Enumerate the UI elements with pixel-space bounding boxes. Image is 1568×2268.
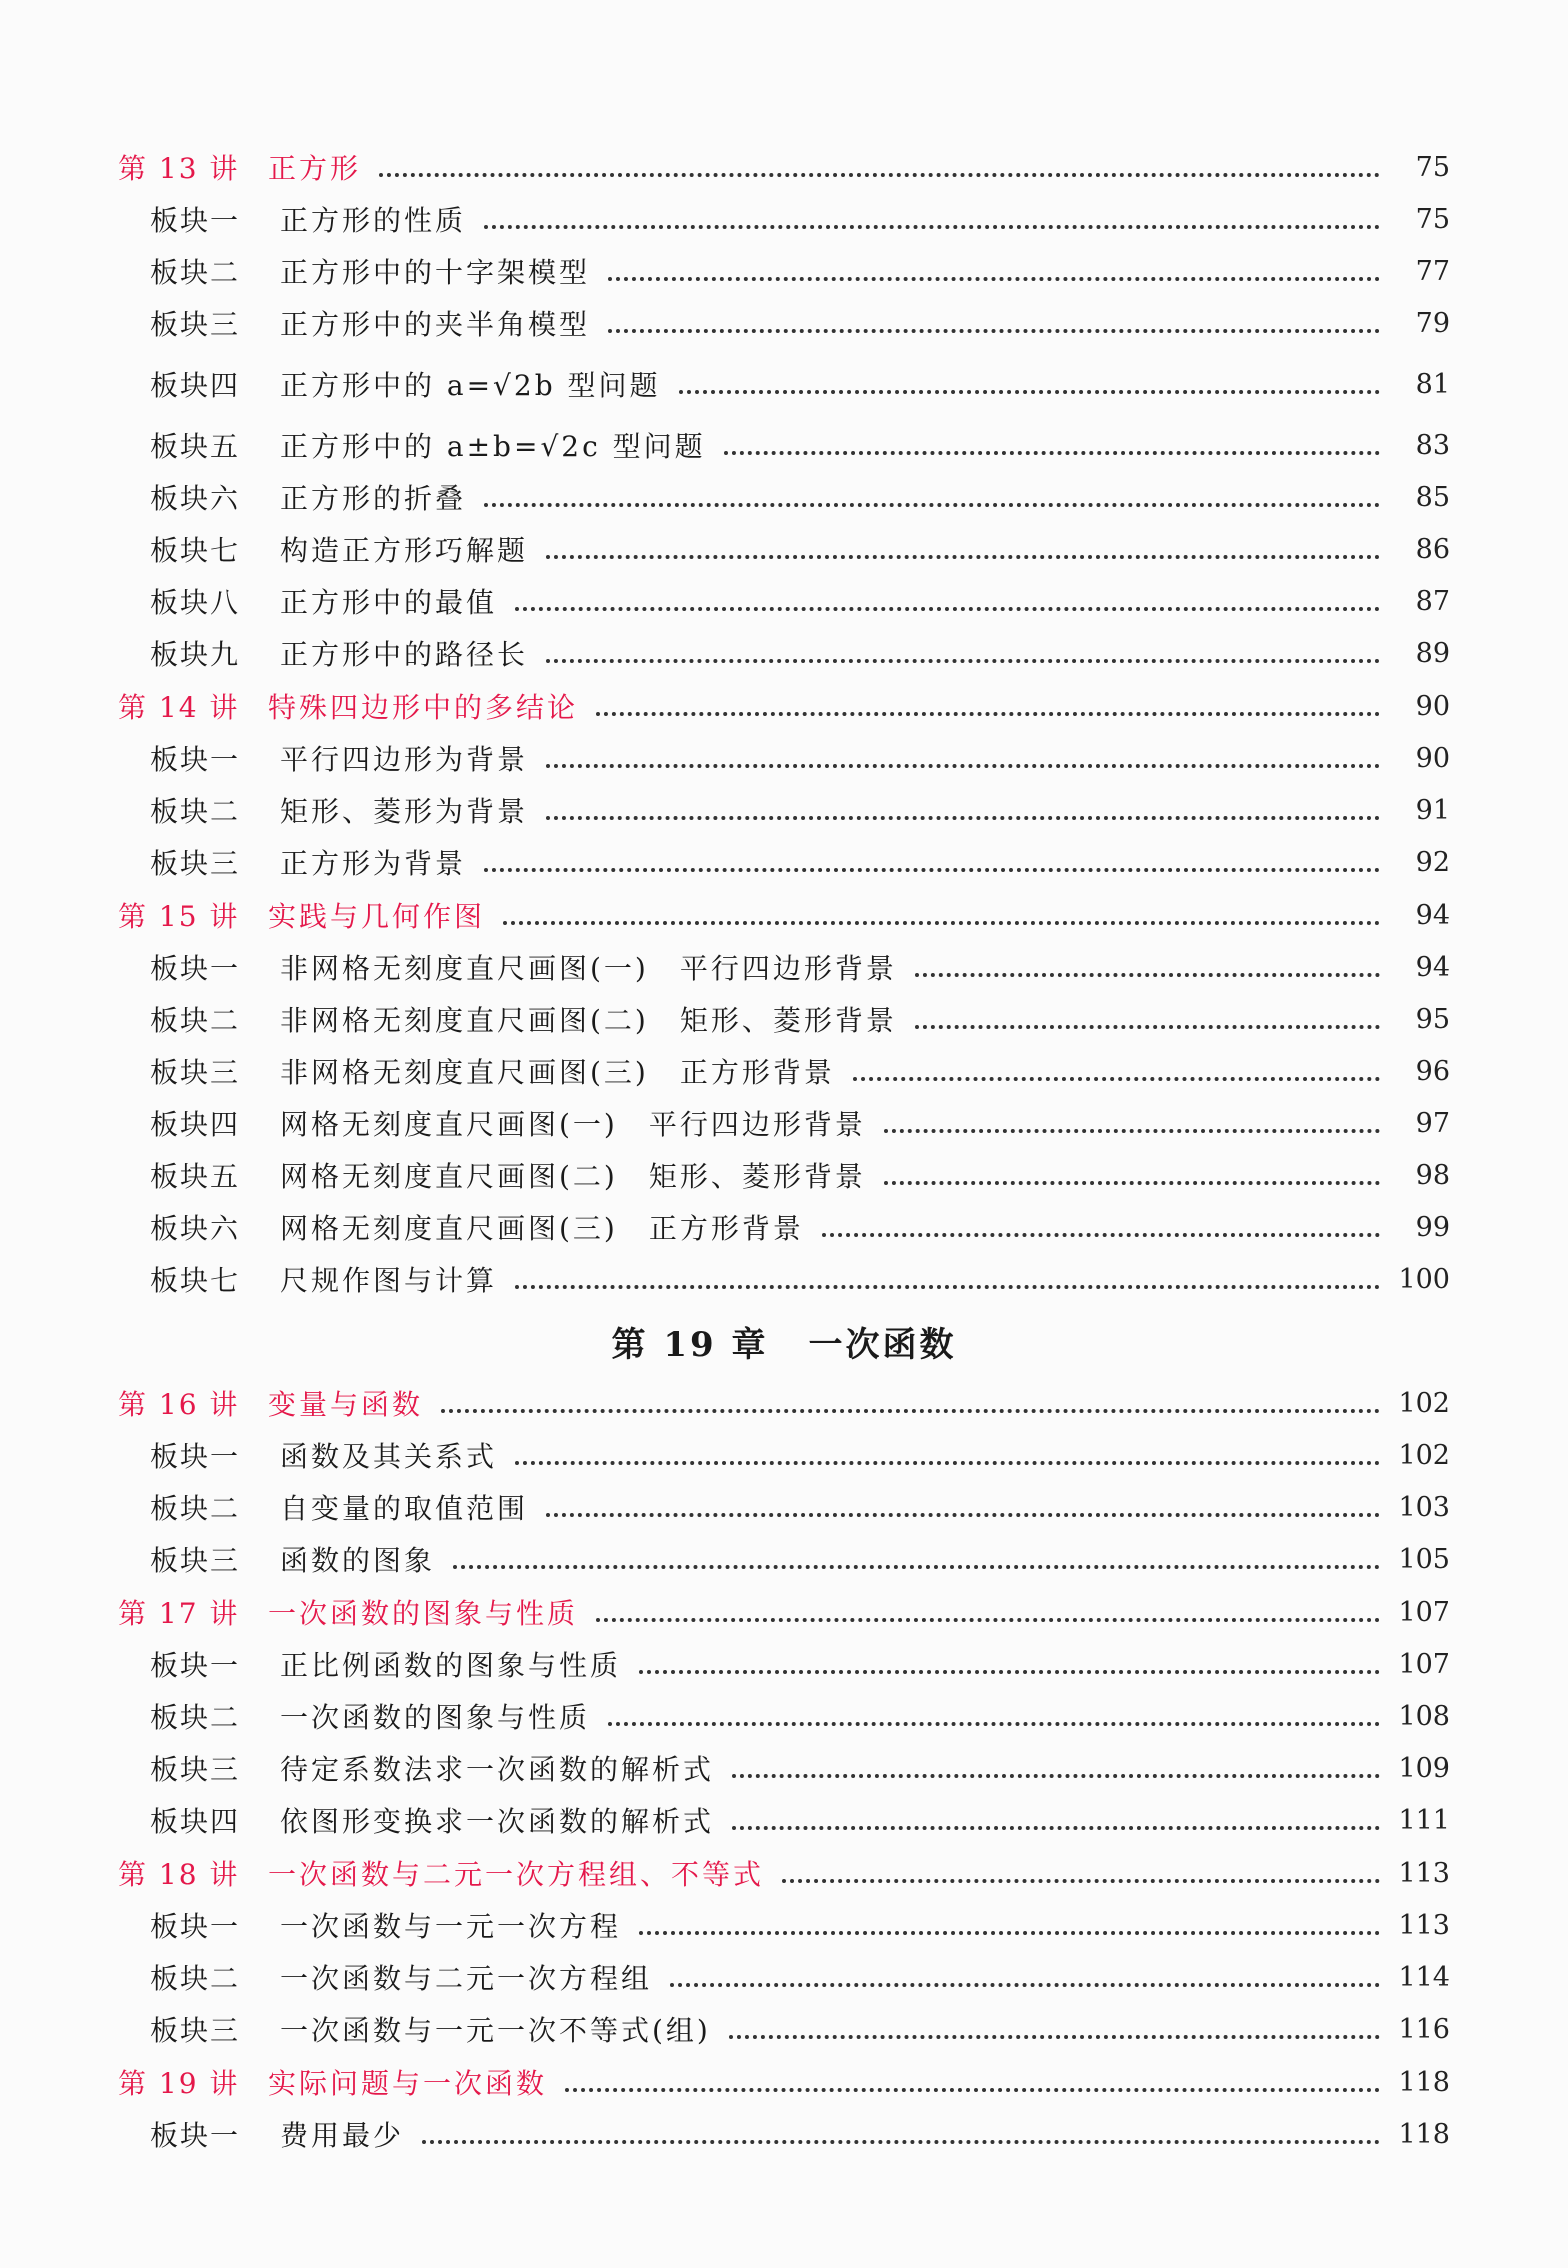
- entry-title: 正方形的性质: [280, 204, 467, 237]
- entry-label: 板块四: [150, 1805, 241, 1838]
- entry-title: 实际问题与一次函数: [268, 2067, 548, 2100]
- entry-title: 正方形中的 a=√2b 型问题: [280, 369, 661, 402]
- entry-title: 构造正方形巧解题: [280, 534, 529, 567]
- page-number: 108: [1398, 1700, 1450, 1732]
- page-number: 113: [1398, 1857, 1450, 1889]
- toc-section-entry[interactable]: [150, 419, 1450, 471]
- dot-leader: [679, 386, 1380, 394]
- page-number: 79: [1415, 307, 1450, 339]
- entry-label: 板块三: [150, 2014, 241, 2047]
- toc-section-entry[interactable]: [150, 1481, 1450, 1533]
- dot-leader: [596, 1614, 1380, 1622]
- page-number: 94: [1415, 899, 1450, 931]
- entry-title: 费用最少: [280, 2119, 405, 2152]
- dot-leader: [915, 1021, 1380, 1029]
- entry-label: 板块一: [150, 743, 241, 776]
- dot-leader: [608, 273, 1380, 281]
- page-number: 83: [1415, 429, 1450, 461]
- toc-section-entry[interactable]: [150, 836, 1450, 888]
- entry-title: 正方形中的夹半角模型: [280, 308, 591, 341]
- entry-title: 网格无刻度直尺画图(二) 矩形、菱形背景: [280, 1160, 866, 1193]
- entry-label: 第 15 讲: [118, 900, 240, 933]
- toc-lecture-entry[interactable]: [118, 2056, 1450, 2108]
- entry-title: 一次函数的图象与性质: [268, 1597, 579, 1630]
- toc-section-entry[interactable]: [150, 575, 1450, 627]
- dot-leader: [884, 1177, 1380, 1185]
- entry-label: 板块二: [150, 1701, 241, 1734]
- toc-section-entry[interactable]: [150, 2003, 1450, 2055]
- toc-section-entry[interactable]: [150, 941, 1450, 993]
- entry-title: 正方形中的最值: [280, 586, 498, 619]
- entry-title: 正方形为背景: [280, 847, 467, 880]
- toc-section-entry[interactable]: [150, 1742, 1450, 1794]
- page-number: 116: [1398, 2013, 1450, 2045]
- entry-title: 待定系数法求一次函数的解析式: [280, 1753, 715, 1786]
- dot-leader: [822, 1229, 1380, 1237]
- entry-title: 正方形中的十字架模型: [280, 256, 591, 289]
- entry-label: 板块一: [150, 1649, 241, 1682]
- dot-leader: [484, 221, 1380, 229]
- entry-label: 板块五: [150, 430, 241, 463]
- entry-title: 自变量的取值范围: [280, 1492, 529, 1525]
- entry-label: 第 17 讲: [118, 1597, 240, 1630]
- entry-title: 正比例函数的图象与性质: [280, 1649, 622, 1682]
- entry-title: 非网格无刻度直尺画图(二) 矩形、菱形背景: [280, 1004, 897, 1037]
- page-number: 89: [1415, 637, 1450, 669]
- entry-label: 板块一: [150, 952, 241, 985]
- entry-label: 板块二: [150, 1004, 241, 1037]
- entry-label: 板块八: [150, 586, 241, 619]
- entry-title: 非网格无刻度直尺画图(三) 正方形背景: [280, 1056, 835, 1089]
- dot-leader: [782, 1875, 1380, 1883]
- dot-leader: [915, 969, 1380, 977]
- dot-leader: [608, 1718, 1380, 1726]
- page-number: 102: [1398, 1387, 1450, 1419]
- dot-leader: [596, 708, 1380, 716]
- dot-leader: [441, 1405, 1380, 1413]
- dot-leader: [546, 551, 1380, 559]
- dot-leader: [732, 1822, 1380, 1830]
- dot-leader: [724, 447, 1380, 455]
- toc-section-entry[interactable]: [150, 1899, 1450, 1951]
- toc-section-entry[interactable]: [150, 523, 1450, 575]
- chapter-title: 一次函数: [808, 1325, 957, 1365]
- dot-leader: [546, 760, 1380, 768]
- entry-label: 第 18 讲: [118, 1858, 240, 1891]
- entry-title: 变量与函数: [268, 1388, 424, 1421]
- entry-title: 网格无刻度直尺画图(一) 平行四边形背景: [280, 1108, 866, 1141]
- page-number: 94: [1415, 951, 1450, 983]
- entry-label: 板块一: [150, 1440, 241, 1473]
- entry-label: 板块七: [150, 1264, 241, 1297]
- page-number: 102: [1398, 1439, 1450, 1471]
- entry-title: 正方形的折叠: [280, 482, 467, 515]
- dot-leader: [546, 812, 1380, 820]
- page-number: 90: [1415, 690, 1450, 722]
- toc-section-entry[interactable]: [150, 245, 1450, 297]
- page-number: 118: [1398, 2066, 1450, 2098]
- entry-label: 板块一: [150, 2119, 241, 2152]
- page-number: 114: [1398, 1961, 1450, 1993]
- page-number: 81: [1415, 368, 1450, 400]
- toc-section-entry[interactable]: [150, 1149, 1450, 1201]
- entry-label: 板块三: [150, 1544, 241, 1577]
- chapter-label: 第 19 章: [611, 1325, 769, 1365]
- entry-label: 板块六: [150, 482, 241, 515]
- dot-leader: [422, 2136, 1380, 2144]
- toc-section-entry[interactable]: [150, 1951, 1450, 2003]
- dot-leader: [546, 655, 1380, 663]
- page-number: 97: [1415, 1107, 1450, 1139]
- page-number: 75: [1415, 151, 1450, 183]
- toc-lecture-entry[interactable]: [118, 1847, 1450, 1899]
- entry-title: 实践与几何作图: [268, 900, 486, 933]
- page-number: 98: [1415, 1159, 1450, 1191]
- toc-section-entry[interactable]: [150, 1429, 1450, 1481]
- entry-label: 板块九: [150, 638, 241, 671]
- entry-label: 板块六: [150, 1212, 241, 1245]
- toc-section-entry[interactable]: [150, 193, 1450, 245]
- dot-leader: [379, 169, 1380, 177]
- page-number: 90: [1415, 742, 1450, 774]
- toc-section-entry[interactable]: [150, 784, 1450, 836]
- page-number: 77: [1415, 255, 1450, 287]
- entry-title: 特殊四边形中的多结论: [268, 691, 579, 724]
- dot-leader: [484, 864, 1380, 872]
- toc-section-entry[interactable]: [150, 993, 1450, 1045]
- entry-label: 板块二: [150, 795, 241, 828]
- dot-leader: [515, 1457, 1380, 1465]
- dot-leader: [670, 1979, 1380, 1987]
- entry-title: 正方形中的 a±b=√2c 型问题: [280, 430, 706, 463]
- page-number: 85: [1415, 481, 1450, 513]
- toc-lecture-entry[interactable]: [118, 1586, 1450, 1638]
- entry-title: 平行四边形为背景: [280, 743, 529, 776]
- entry-label: 板块四: [150, 369, 241, 402]
- dot-leader: [546, 1509, 1380, 1517]
- entry-title: 一次函数与二元一次方程组、不等式: [268, 1858, 765, 1891]
- entry-title: 非网格无刻度直尺画图(一) 平行四边形背景: [280, 952, 897, 985]
- page-number: 113: [1398, 1909, 1450, 1941]
- entry-title: 一次函数与二元一次方程组: [280, 1962, 653, 1995]
- page-number: 109: [1398, 1752, 1450, 1784]
- dot-leader: [515, 1281, 1380, 1289]
- toc-section-entry[interactable]: [150, 1533, 1450, 1585]
- toc-lecture-entry[interactable]: [118, 141, 1450, 193]
- dot-leader: [565, 2084, 1380, 2092]
- entry-label: 板块三: [150, 1056, 241, 1089]
- dot-leader: [515, 603, 1380, 611]
- dot-leader: [732, 1770, 1380, 1778]
- entry-title: 矩形、菱形为背景: [280, 795, 529, 828]
- entry-label: 板块二: [150, 1962, 241, 1995]
- page-number: 103: [1398, 1491, 1450, 1523]
- dot-leader: [884, 1125, 1380, 1133]
- entry-label: 板块五: [150, 1160, 241, 1193]
- toc-section-entry[interactable]: [150, 471, 1450, 523]
- toc-section-entry[interactable]: [150, 297, 1450, 349]
- dot-leader: [503, 917, 1380, 925]
- toc-lecture-entry[interactable]: [118, 889, 1450, 941]
- entry-label: 第 16 讲: [118, 1388, 240, 1421]
- toc-section-entry[interactable]: [150, 732, 1450, 784]
- dot-leader: [453, 1561, 1380, 1569]
- entry-label: 第 13 讲: [118, 152, 240, 185]
- entry-label: 板块三: [150, 308, 241, 341]
- entry-label: 第 19 讲: [118, 2067, 240, 2100]
- toc-section-entry[interactable]: [150, 1045, 1450, 1097]
- toc-lecture-entry[interactable]: [118, 680, 1450, 732]
- page-number: 92: [1415, 846, 1450, 878]
- toc-section-entry[interactable]: [150, 358, 1450, 410]
- toc-section-entry[interactable]: [150, 1097, 1450, 1149]
- toc-section-entry[interactable]: [150, 1253, 1450, 1305]
- dot-leader: [608, 325, 1380, 333]
- entry-title: 函数的图象: [280, 1544, 436, 1577]
- toc-section-entry[interactable]: [150, 1690, 1450, 1742]
- entry-label: 板块一: [150, 1910, 241, 1943]
- page-number: 118: [1398, 2118, 1450, 2150]
- page-number: 107: [1398, 1596, 1450, 1628]
- toc-lecture-entry[interactable]: [118, 1377, 1450, 1429]
- page-number: 91: [1415, 794, 1450, 826]
- dot-leader: [639, 1927, 1380, 1935]
- entry-label: 板块七: [150, 534, 241, 567]
- dot-leader: [853, 1073, 1380, 1081]
- page-number: 107: [1398, 1648, 1450, 1680]
- entry-title: 一次函数与一元一次不等式(组): [280, 2014, 711, 2047]
- toc-section-entry[interactable]: [150, 1794, 1450, 1846]
- entry-title: 正方形: [268, 152, 362, 185]
- page-number: 111: [1398, 1804, 1450, 1836]
- page-number: 87: [1415, 585, 1450, 617]
- entry-label: 板块四: [150, 1108, 241, 1141]
- page-number: 95: [1415, 1003, 1450, 1035]
- page-number: 100: [1398, 1263, 1450, 1295]
- chapter-heading: [0, 1315, 1568, 1375]
- entry-title: 一次函数的图象与性质: [280, 1701, 591, 1734]
- entry-title: 正方形中的路径长: [280, 638, 529, 671]
- toc-section-entry[interactable]: [150, 1201, 1450, 1253]
- toc-section-entry[interactable]: [150, 2108, 1450, 2160]
- page-number: 86: [1415, 533, 1450, 565]
- dot-leader: [729, 2031, 1380, 2039]
- entry-title: 依图形变换求一次函数的解析式: [280, 1805, 715, 1838]
- dot-leader: [639, 1666, 1380, 1674]
- dot-leader: [484, 499, 1380, 507]
- entry-label: 板块三: [150, 847, 241, 880]
- entry-title: 尺规作图与计算: [280, 1264, 498, 1297]
- page-number: 75: [1415, 203, 1450, 235]
- page-number: 96: [1415, 1055, 1450, 1087]
- toc-section-entry[interactable]: [150, 1638, 1450, 1690]
- entry-label: 板块二: [150, 256, 241, 289]
- entry-label: 板块三: [150, 1753, 241, 1786]
- entry-label: 板块一: [150, 204, 241, 237]
- page-number: 105: [1398, 1543, 1450, 1575]
- entry-title: 一次函数与一元一次方程: [280, 1910, 622, 1943]
- entry-label: 第 14 讲: [118, 691, 240, 724]
- entry-title: 网格无刻度直尺画图(三) 正方形背景: [280, 1212, 804, 1245]
- toc-section-entry[interactable]: [150, 627, 1450, 679]
- entry-label: 板块二: [150, 1492, 241, 1525]
- page-number: 99: [1415, 1211, 1450, 1243]
- entry-title: 函数及其关系式: [280, 1440, 498, 1473]
